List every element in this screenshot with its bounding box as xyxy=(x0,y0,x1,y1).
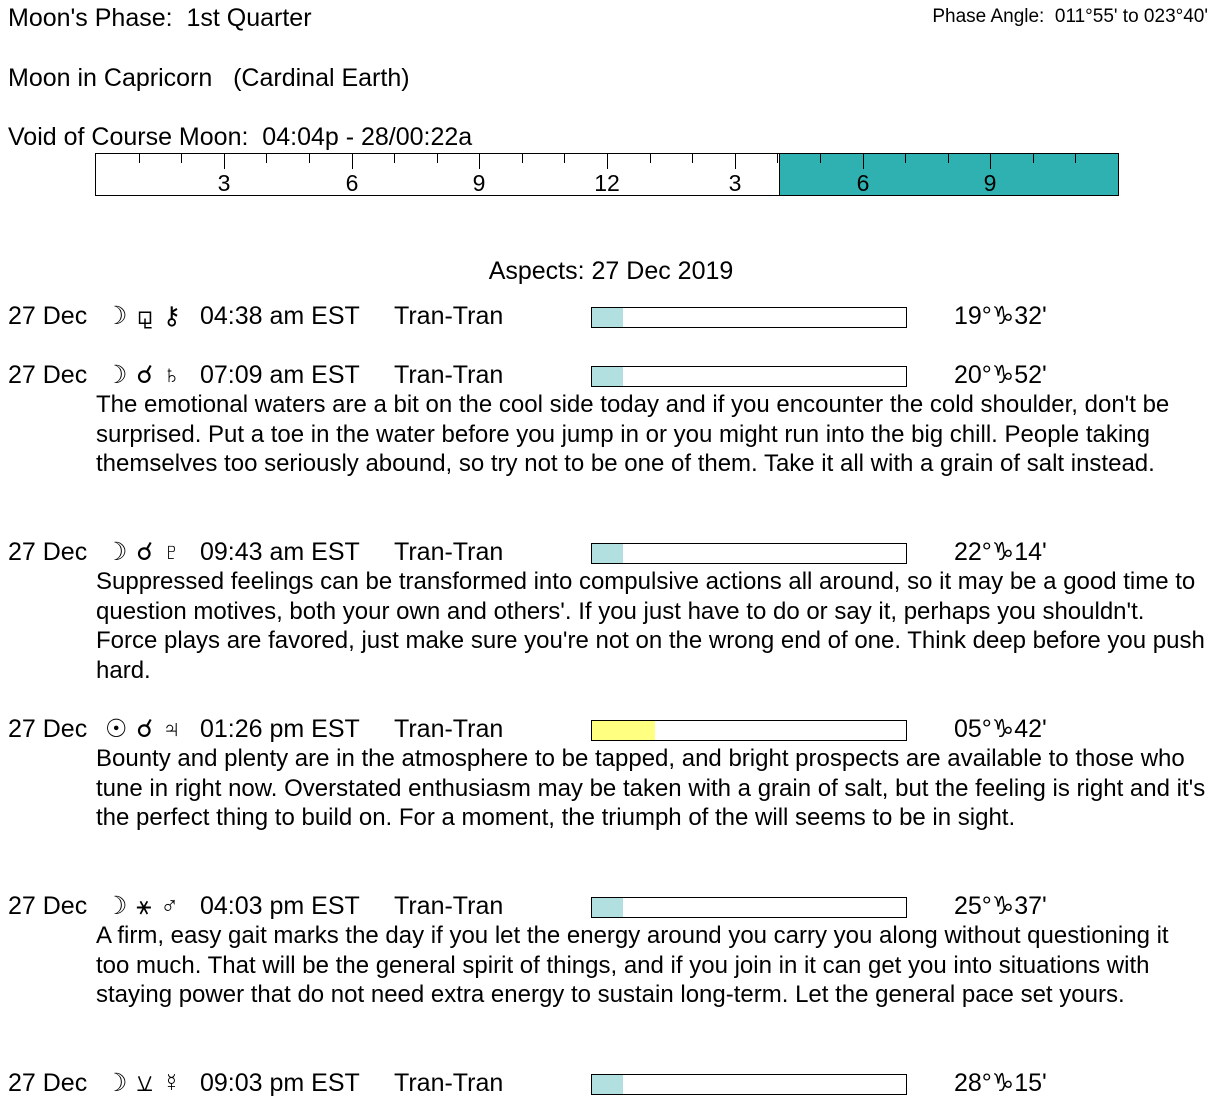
timeline-tick xyxy=(735,154,736,169)
timeline-tick xyxy=(1075,154,1076,163)
timeline-tick xyxy=(990,154,991,169)
aspect-row xyxy=(8,361,1218,391)
timeline-tick xyxy=(692,154,693,163)
aspect-date: 27 Dec xyxy=(8,1069,88,1097)
aspect-glyphs: ☽ ⚺ ☿ xyxy=(105,1069,182,1097)
timeline-tick xyxy=(394,154,395,163)
aspect-glyphs: ☽ ⚹ ♂ xyxy=(105,892,181,920)
aspect-strength-fill xyxy=(592,1075,623,1094)
void-of-course-timeline xyxy=(95,153,1119,196)
aspect-time: 01:26 pm EST xyxy=(200,715,360,743)
timeline-tick xyxy=(479,154,480,169)
aspect-strength-bar xyxy=(591,897,907,918)
aspect-date: 27 Dec xyxy=(8,538,88,566)
timeline-tick xyxy=(266,154,267,163)
timeline-tick xyxy=(564,154,565,163)
timeline-tick xyxy=(1033,154,1034,163)
aspect-glyphs: ☽ ☌ ♄ xyxy=(105,361,182,389)
aspect-time: 04:38 am EST xyxy=(200,302,360,330)
aspect-strength-fill xyxy=(592,308,623,327)
timeline-tick xyxy=(139,154,140,163)
aspect-kind: Tran-Tran xyxy=(394,715,504,743)
aspect-time: 07:09 am EST xyxy=(200,361,360,389)
timeline-hour-label: 3 xyxy=(728,170,742,196)
timeline-hour-label: 6 xyxy=(345,170,359,196)
aspect-description: The emotional waters are a bit on the cool side today and if you encounter the cold shoulder, don't be surprised. Put a toe in the water before you jump in or you might run into the big chill. People taking themselves too seriously abound, so try not to be one of them. Take it all with a grain of salt instead. xyxy=(96,391,1170,477)
aspect-position: 28°♑15' xyxy=(954,1069,1047,1097)
aspect-position: 20°♑52' xyxy=(954,361,1047,389)
aspect-strength-bar xyxy=(591,366,907,387)
timeline-tick xyxy=(607,154,608,169)
timeline-tick xyxy=(905,154,906,163)
aspect-date: 27 Dec xyxy=(8,361,88,389)
timeline-hour-label: 12 xyxy=(594,170,620,196)
aspect-date: 27 Dec xyxy=(8,302,88,330)
aspect-position: 22°♑14' xyxy=(954,538,1047,566)
timeline-tick xyxy=(309,154,310,163)
aspect-position: 25°♑37' xyxy=(954,892,1047,920)
aspect-time: 09:03 pm EST xyxy=(200,1069,360,1097)
timeline-tick xyxy=(650,154,651,163)
aspect-kind: Tran-Tran xyxy=(394,302,504,330)
timeline-tick xyxy=(352,154,353,169)
aspect-time: 09:43 am EST xyxy=(200,538,360,566)
aspect-kind: Tran-Tran xyxy=(394,538,504,566)
aspect-strength-fill xyxy=(592,367,623,386)
aspect-time: 04:03 pm EST xyxy=(200,892,360,920)
void-of-course-text: Void of Course Moon: 04:04p - 28/00:22a xyxy=(8,123,473,151)
aspect-strength-fill xyxy=(592,898,623,917)
aspect-glyphs: ☉ ☌ ♃ xyxy=(105,715,182,743)
timeline-hour-label: 9 xyxy=(983,170,997,196)
aspect-position: 05°♑42' xyxy=(954,715,1047,743)
timeline-tick xyxy=(948,154,949,163)
moon-phase-text: Moon's Phase: 1st Quarter xyxy=(8,4,312,32)
aspect-glyphs: ☽ ☌ ♇ xyxy=(105,538,182,566)
aspect-strength-bar xyxy=(591,543,907,564)
aspect-kind: Tran-Tran xyxy=(394,1069,504,1097)
aspect-date: 27 Dec xyxy=(8,892,88,920)
aspect-description: A firm, easy gait marks the day if you let the energy around you carry you along without questioning it too much. That will be the general spirit of things, and if you join in it can get you into situations with staying power that do not need extra energy to sustain long-term. Let the general pace set yours. xyxy=(96,922,1169,1008)
aspect-row xyxy=(8,892,1218,922)
aspect-strength-fill xyxy=(592,721,655,740)
aspect-description: Suppressed feelings can be transformed into compulsive actions all around, so it may be a good time to question motives, both your own and others'. If you just have to do or say it, perhaps you shouldn't. Force plays are favored, just make sure you're not on the wrong end of one. Think deep before you push hard. xyxy=(96,568,1205,684)
aspect-row xyxy=(8,538,1218,568)
aspect-strength-fill xyxy=(592,544,623,563)
timeline-tick xyxy=(437,154,438,163)
aspects-title: Aspects: 27 Dec 2019 xyxy=(488,257,734,285)
aspect-strength-bar xyxy=(591,1074,907,1095)
timeline-hour-label: 9 xyxy=(472,170,486,196)
aspect-strength-bar xyxy=(591,720,907,741)
phase-angle-text: Phase Angle: 011°55' to 023°40' xyxy=(932,6,1208,27)
timeline-tick xyxy=(820,154,821,163)
moon-sign-text: Moon in Capricorn (Cardinal Earth) xyxy=(8,64,410,92)
aspect-position: 19°♑32' xyxy=(954,302,1047,330)
aspect-glyphs: ☽ ⚼ ⚷ xyxy=(105,302,182,330)
timeline-tick xyxy=(777,154,778,163)
aspect-row xyxy=(8,302,1218,332)
timeline-tick xyxy=(522,154,523,163)
aspect-strength-bar xyxy=(591,307,907,328)
timeline-tick xyxy=(224,154,225,169)
aspect-date: 27 Dec xyxy=(8,715,88,743)
timeline-tick xyxy=(181,154,182,163)
timeline-hour-label: 3 xyxy=(217,170,231,196)
timeline-tick xyxy=(863,154,864,169)
aspect-description: Bounty and plenty are in the atmosphere to be tapped, and bright prospects are available to those who tune in right now. Overstated enthusiasm may be taken with a grain of salt, but the feeling is right and it's the perfect thing to build on. For a moment, the triumph of the will seems to be in sight. xyxy=(96,745,1206,831)
aspect-kind: Tran-Tran xyxy=(394,361,504,389)
aspect-row xyxy=(8,715,1218,745)
timeline-hour-label: 6 xyxy=(856,170,870,196)
aspect-row xyxy=(8,1069,1218,1099)
aspect-kind: Tran-Tran xyxy=(394,892,504,920)
